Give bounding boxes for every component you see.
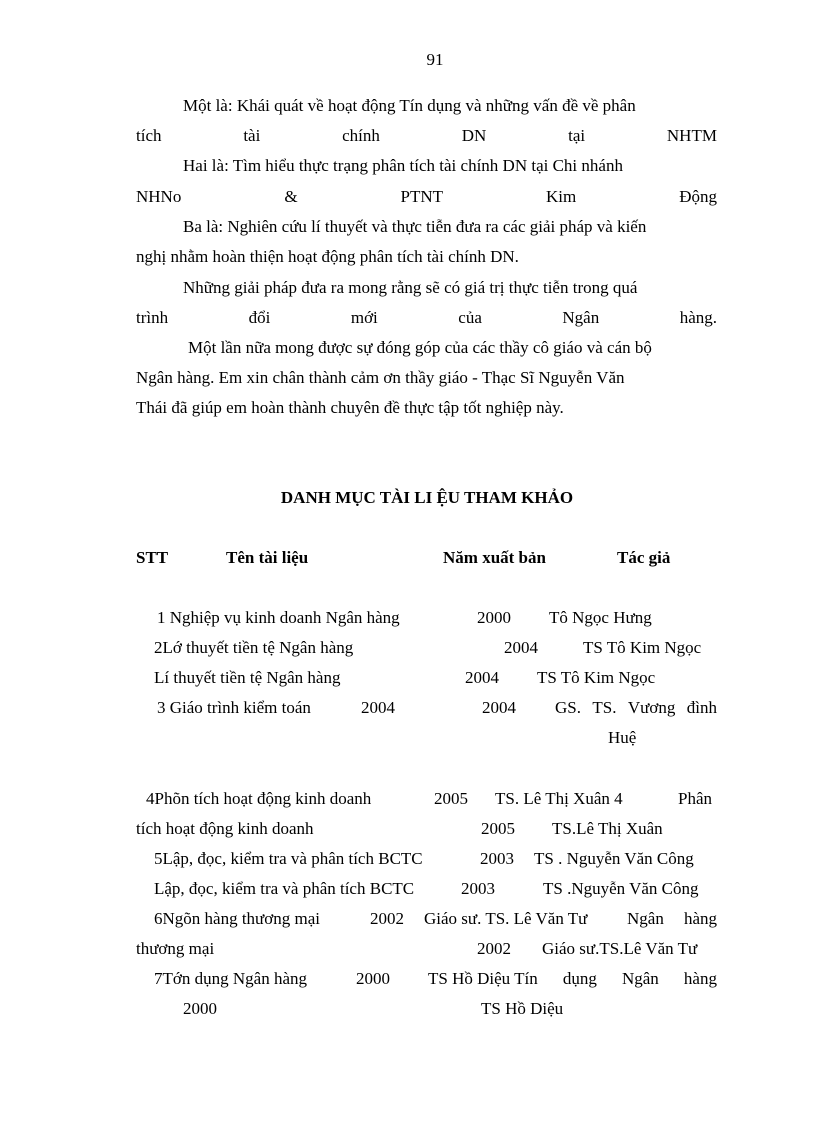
ref-4-year: 2005	[434, 789, 468, 808]
word: Động	[679, 187, 717, 206]
word: Vương	[627, 698, 676, 717]
word: đổi	[248, 308, 271, 327]
intro-line-4	[136, 187, 717, 207]
intro-line-11: Thái đã giúp em hoàn thành chuyên đề thực tập tốt nghiệp này.	[136, 398, 564, 417]
ref-6-next-words	[627, 909, 717, 929]
header-name: Tên tài liệu	[226, 548, 309, 567]
ref-2-name: 2Lớ thuyết tiền tệ Ngân hàng	[154, 638, 354, 657]
word: Kim	[545, 187, 577, 206]
ref-2b-year: 2004	[465, 668, 499, 687]
word: Ngân	[627, 909, 664, 928]
word: NHNo	[136, 187, 182, 206]
word: Ngân	[562, 308, 600, 327]
intro-line-6: nghị nhằm hoàn thiện hoạt động phân tích tài chính DN.	[136, 247, 519, 266]
word: hàng	[683, 969, 717, 988]
word: chính	[342, 126, 380, 145]
intro-line-8	[136, 308, 717, 328]
ref-5-name: 5Lập, đọc, kiểm tra và phân tích BCTC	[154, 849, 423, 868]
ref-7-year: 2000	[356, 969, 390, 988]
intro-line-5: Ba là: Nghiên cứu lí thuyết và thực tiễn đưa ra các giải pháp và kiến	[183, 217, 647, 236]
ref-2b-name: Lí thuyết tiền tệ Ngân hàng	[154, 668, 341, 687]
word: hàng.	[679, 308, 717, 327]
ref-7-author-words	[428, 969, 717, 989]
ref-7-name: 7Tớn dụng Ngân hàng	[154, 969, 307, 988]
intro-line-2	[136, 126, 717, 146]
ref-3-author-cont: Huệ	[608, 728, 637, 747]
ref-4-next-word: Phân	[678, 789, 712, 808]
word: DN	[461, 126, 487, 145]
header-year: Năm xuất bản	[443, 548, 546, 567]
ref-6b-year: 2002	[477, 939, 511, 958]
ref-2-year: 2004	[504, 638, 538, 657]
intro-line-1: Một là: Khái quát về hoạt động Tín dụng và những vấn đề về phân	[183, 96, 636, 115]
ref-3-year-1: 2004	[361, 698, 395, 717]
ref-3-name: 3 Giáo trình kiểm toán	[157, 698, 311, 717]
word: tại	[568, 126, 586, 145]
intro-line-3: Hai là: Tìm hiểu thực trạng phân tích tài chính DN tại Chi nhánh	[183, 156, 623, 175]
word: TS Hồ Diệu Tín	[428, 969, 538, 988]
word: &	[284, 187, 298, 206]
ref-4b-name: tích hoạt động kinh doanh	[136, 819, 314, 838]
references-title: DANH MỤC TÀI LI ỆU THAM KHẢO	[280, 488, 574, 507]
ref-5-year: 2003	[480, 849, 514, 868]
header-stt: STT	[136, 548, 169, 567]
word: đình	[686, 698, 717, 717]
ref-6b-name: thương mại	[136, 939, 215, 958]
word: trình	[136, 308, 169, 327]
ref-2-author: TS Tô Kim Ngọc	[583, 638, 702, 657]
intro-line-9: Một lần nữa mong được sự đóng góp của các thầy cô giáo và cán bộ	[188, 338, 652, 357]
ref-7b-year: 2000	[183, 999, 217, 1018]
word: dụng	[562, 969, 597, 988]
word: tích	[136, 126, 162, 145]
ref-2b-author: TS Tô Kim Ngọc	[537, 668, 656, 687]
header-author: Tác giả	[617, 548, 671, 567]
intro-line-7: Những giải pháp đưa ra mong rằng sẽ có giá trị thực tiễn trong quá	[183, 278, 638, 297]
ref-4-name: 4Phõn tích hoạt động kinh doanh	[146, 789, 372, 808]
ref-3-author	[555, 698, 717, 718]
intro-line-10: Ngân hàng. Em xin chân thành cảm ơn thầy giáo - Thạc Sĩ Nguyễn Văn	[136, 368, 625, 387]
word: mới	[350, 308, 378, 327]
ref-6-year: 2002	[370, 909, 404, 928]
ref-6b-author: Giáo sư.TS.Lê Văn Tư	[542, 939, 698, 958]
word: Ngân	[621, 969, 659, 988]
word: hàng	[683, 909, 717, 928]
ref-4-author: TS. Lê Thị Xuân 4	[495, 789, 623, 808]
ref-6-name: 6Ngõn hàng thương mại	[154, 909, 320, 928]
ref-5b-year: 2003	[461, 879, 495, 898]
word: PTNT	[400, 187, 444, 206]
page-number: 91	[426, 50, 444, 69]
ref-5b-name: Lập, đọc, kiểm tra và phân tích BCTC	[154, 879, 415, 898]
ref-5-author: TS . Nguyễn Văn Công	[534, 849, 694, 868]
ref-3-year-2: 2004	[482, 698, 516, 717]
word: tài	[243, 126, 261, 145]
ref-4b-year: 2005	[481, 819, 515, 838]
ref-1-name: 1 Nghiệp vụ kinh doanh Ngân hàng	[157, 608, 400, 627]
ref-1-year: 2000	[477, 608, 511, 627]
ref-5b-author: TS .Nguyễn Văn Công	[543, 879, 699, 898]
ref-1-author: Tô Ngọc Hưng	[549, 608, 652, 627]
word: GS.	[555, 698, 581, 717]
word: của	[458, 308, 482, 327]
word: NHTM	[666, 126, 717, 145]
ref-4b-author: TS.Lê Thị Xuân	[552, 819, 663, 838]
word: TS.	[592, 698, 617, 717]
ref-7b-author: TS Hồ Diệu	[481, 999, 564, 1018]
ref-6-author: Giáo sư. TS. Lê Văn Tư	[424, 909, 588, 928]
